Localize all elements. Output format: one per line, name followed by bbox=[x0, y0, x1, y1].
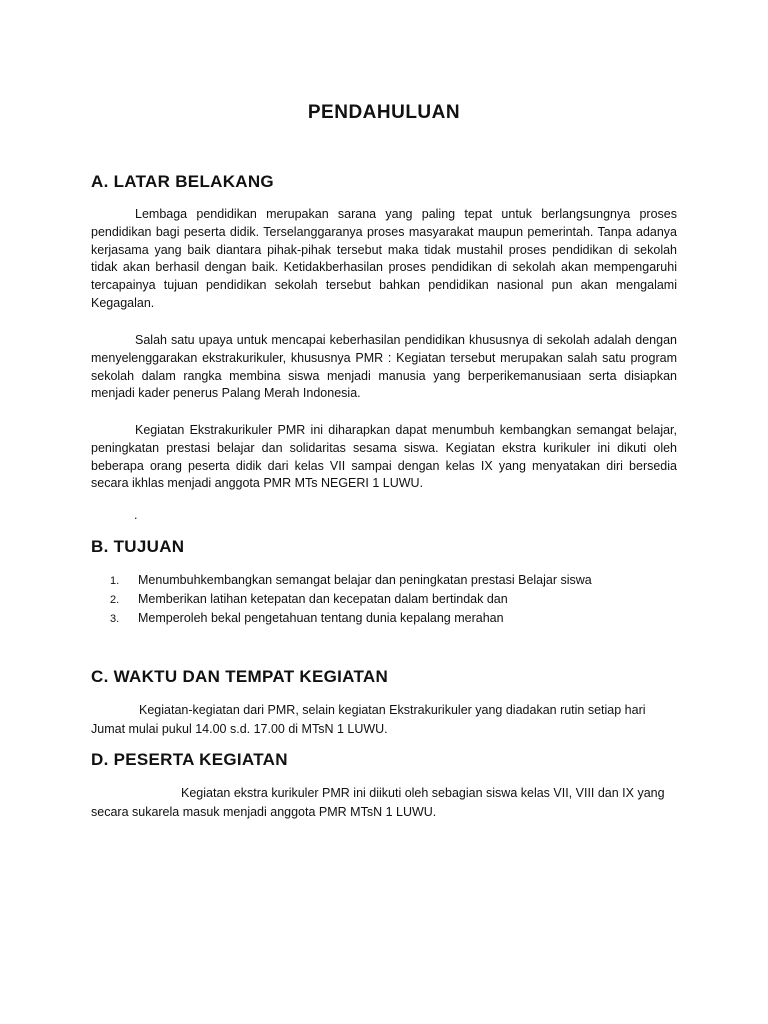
list-item-number: 2. bbox=[110, 594, 120, 606]
section-a-paragraph-2: Salah satu upaya untuk mencapai keberhasilan pendidikan khususnya di sekolah adalah dengan menyelenggarakan ekstrakurikuler, khususnya PMR : Kegiatan tersebut merupakan salah satu program sekolah dalam rangka membina siswa menjadi manusia yang berperikemanusiaan serta disiapkan menjadi kader penerus Palang Merah Indonesia. bbox=[91, 333, 677, 401]
section-c-paragraph: Kegiatan-kegiatan dari PMR, selain kegiatan Ekstrakurikuler yang diadakan rutin setiap hari Jumat mulai pukul 14.00 s.d. 17.00 di MTsN 1 LUWU. bbox=[91, 703, 646, 736]
section-c-heading: C. WAKTU DAN TEMPAT KEGIATAN bbox=[91, 667, 389, 686]
list-item-number: 3. bbox=[110, 613, 120, 625]
page-title: PENDAHULUAN bbox=[307, 102, 461, 123]
section-a-paragraph-1: Lembaga pendidikan merupakan sarana yang paling tepat untuk berlangsungnya proses pendidikan bagi peserta didik. Terselanggaranya proses masyarakat maupun pemerintah. Tanpa adanya kerjasama yang baik diantara pihak-pihak tersebut maka tidak mustahil proses pendidikan di sekolah tidak akan berhasil dengan baik. Ketidakberhasilan proses pendidikan di sekolah akan mempengaruhi tercapainya tujuan pendidikan sekolah tersebut bahkan pendidikan nasional pun akan mengalami Kegagalan. bbox=[91, 207, 677, 310]
list-item-text: Memberikan latihan ketepatan dan kecepatan dalam bertindak dan bbox=[138, 592, 508, 606]
list-item bbox=[110, 571, 592, 590]
list-item-number: 1. bbox=[110, 575, 120, 587]
section-d-paragraph: Kegiatan ekstra kurikuler PMR ini diikuti oleh sebagian siswa kelas VII, VIII dan IX yang secara sukarela masuk menjadi anggota PMR MTsN 1 LUWU. bbox=[91, 786, 665, 819]
section-a-heading: A. LATAR BELAKANG bbox=[91, 172, 274, 191]
section-d-heading: D. PESERTA KEGIATAN bbox=[91, 750, 288, 769]
list-item-text: Menumbuhkembangkan semangat belajar dan peningkatan prestasi Belajar siswa bbox=[138, 573, 592, 587]
section-a-paragraph-3: Kegiatan Ekstrakurikuler PMR ini diharapkan dapat menumbuh kembangkan semangat belajar, peningkatan prestasi belajar dan solidaritas sesama siswa. Kegiatan ekstra kurikuler ini dikuti oleh beberapa orang peserta didik dari kelas VII sampai dengan kelas IX yang menyatakan diri bersedia secara ikhlas menjadi anggota PMR MTs NEGERI 1 LUWU. bbox=[91, 423, 677, 491]
section-b-heading: B. TUJUAN bbox=[91, 537, 185, 556]
objectives-list bbox=[110, 571, 592, 628]
list-item bbox=[110, 609, 592, 628]
list-item-text: Memperoleh bekal pengetahuan tentang dunia kepalang merahan bbox=[138, 611, 504, 625]
list-item bbox=[110, 590, 592, 609]
stray-dot: . bbox=[134, 508, 138, 522]
